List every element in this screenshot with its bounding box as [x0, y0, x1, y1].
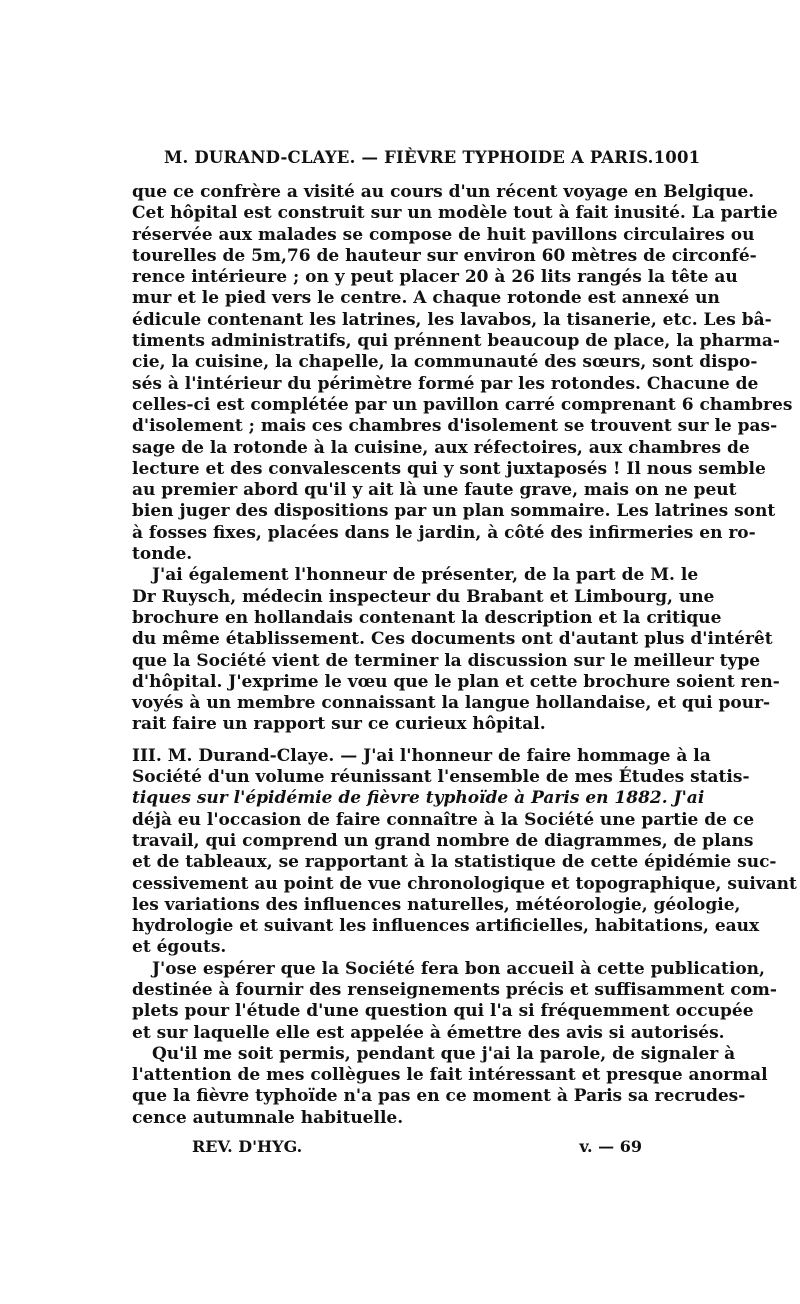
text-line: bien juger des dispositions par un plan sommaire. Les latrines sont	[132, 501, 776, 522]
text-line: Cet hôpital est construit sur un modèle tout à fait inusité. La partie	[132, 203, 778, 224]
text-line: brochure en hollandais contenant la description et la critique	[132, 607, 722, 628]
text-line: que la fièvre typhoïde n'a pas en ce moment à Paris sa recrudes-	[132, 1086, 746, 1107]
text-line: cence autumnale habituelle.	[132, 1107, 404, 1128]
text-line: J'ose espérer que la Société fera bon accueil à cette publication,	[152, 958, 765, 979]
text-line: que ce confrère a visité au cours d'un récent voyage en Belgique.	[132, 182, 755, 202]
text-line: d'hôpital. J'exprime le vœu que le plan et cette brochure soient ren-	[132, 671, 780, 692]
paragraph-1	[132, 182, 793, 565]
paragraph-gap	[132, 736, 666, 746]
text-line: rait faire un rapport sur ce curieux hôpital.	[132, 714, 546, 735]
text-line: J'ai également l'honneur de présenter, de la part de M. le	[152, 565, 699, 586]
text-line: hydrologie et suivant les influences artificielles, habitations, eaux	[132, 916, 760, 937]
text-line: tiques sur l'épidémie de fièvre typhoïde à Paris en 1882. J'ai	[132, 788, 705, 809]
text-line: Dr Ruysch, médecin inspecteur du Brabant et Limbourg, une	[132, 586, 715, 607]
text-line: travail, qui comprend un grand nombre de diagrammes, de plans	[132, 830, 754, 851]
text-line: tourelles de 5m,76 de hauteur sur environ 60 mètres de circonfé-	[132, 245, 757, 266]
paragraph-3	[132, 745, 797, 959]
text-line: et sur laquelle elle est appelée à émettre des avis si autorisés.	[132, 1022, 725, 1043]
running-head	[132, 148, 701, 182]
text-line: sés à l'intérieur du périmètre formé par les rotondes. Chacune de	[132, 373, 759, 394]
text-line: plets pour l'étude d'une question qui l'a si fréquemment occupée	[132, 1001, 754, 1022]
text-line: réservée aux malades se compose de huit pavillons circulaires ou	[132, 224, 755, 245]
text-line: édicule contenant les latrines, les lavabos, la tisanerie, etc. Les bâ-	[132, 309, 772, 330]
paragraph-5	[132, 1043, 768, 1129]
text-line: du même établissement. Ces documents ont d'autant plus d'intérêt	[132, 629, 773, 650]
text-line: cie, la cuisine, la chapelle, la communauté des sœurs, sont dispo-	[132, 352, 758, 373]
journal-signature: REV. D'HYG.	[192, 1137, 303, 1157]
text-line: III. M. Durand-Claye. — J'ai l'honneur de faire hommage à la	[132, 745, 711, 766]
text-line: voyés à un membre connaissant la langue hollandaise, et qui pour-	[132, 693, 771, 714]
page-footer	[132, 1137, 666, 1156]
text-line: Qu'il me soit permis, pendant que j'ai la parole, de signaler à	[152, 1043, 736, 1064]
text-line: cessivement au point de vue chronologique et topographique, suivant	[132, 873, 797, 894]
text-line: timents administratifs, qui prénnent beaucoup de place, la pharma-	[132, 331, 780, 352]
text-line: d'isolement ; mais ces chambres d'isolement se trouvent sur le pas-	[132, 416, 778, 437]
volume-signature: v. — 69	[579, 1137, 642, 1157]
text-line: destinée à fournir des renseignements précis et suffisamment com-	[132, 979, 777, 1000]
text-line: déjà eu l'occasion de faire connaître à la Société une partie de ce	[132, 809, 755, 830]
paragraph-2	[132, 565, 780, 735]
text-line: tonde.	[132, 544, 193, 565]
paragraph-4	[132, 958, 777, 1044]
text-line: au premier abord qu'il y ait là une faute grave, mais on ne peut	[132, 480, 737, 501]
body-text	[132, 182, 797, 1129]
text-line: sage de la rotonde à la cuisine, aux réfectoires, aux chambres de	[132, 437, 750, 458]
text-line: à fosses fixes, placées dans le jardin, à côté des infirmeries en ro-	[132, 522, 756, 543]
text-line: les variations des influences naturelles, météorologie, géologie,	[132, 894, 741, 915]
text-line: celles-ci est complétée par un pavillon carré comprenant 6 chambres	[132, 394, 793, 415]
page-number: 1001	[653, 148, 701, 167]
page	[132, 148, 797, 1157]
text-line: rence intérieure ; on y peut placer 20 à 26 lits rangés la tête au	[132, 267, 738, 288]
running-title: M. DURAND-CLAYE. — FIÈVRE TYPHOIDE A PARIS.	[164, 148, 654, 167]
text-line: et égouts.	[132, 937, 227, 958]
text-line: Société d'un volume réunissant l'ensemble de mes Études statis-	[132, 767, 750, 788]
text-line: lecture et des convalescents qui y sont juxtaposés ! Il nous semble	[132, 458, 766, 479]
text-line: mur et le pied vers le centre. A chaque rotonde est annexé un	[132, 288, 720, 309]
text-line: et de tableaux, se rapportant à la statistique de cette épidémie suc-	[132, 852, 777, 873]
text-line: que la Société vient de terminer la discussion sur le meilleur type	[132, 650, 761, 671]
text-line: l'attention de mes collègues le fait intéressant et presque anormal	[132, 1065, 768, 1086]
